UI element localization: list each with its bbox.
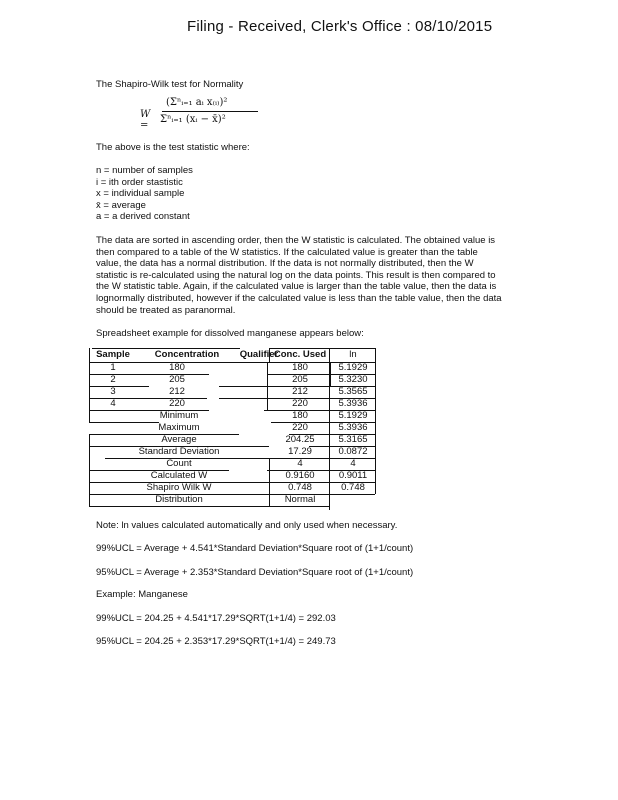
paragraph-line: statistic is re-calculated using the natural log on the data points. This result is then compared to (96, 269, 496, 281)
stat-label-calculated-w: Calculated W (150, 470, 208, 481)
section-title: The Shapiro-Wilk test for Normality (96, 79, 244, 90)
stat-used: 4 (297, 458, 303, 469)
table-rule (267, 362, 268, 410)
manganese-table (89, 348, 389, 510)
header-sample: Sample (96, 349, 130, 360)
stat-used: 220 (292, 422, 308, 433)
paragraph-line: The data are sorted in ascending order, then the W statistic is calculated. The obtained value is (96, 235, 496, 246)
sample-concentration: 180 (169, 362, 185, 373)
stat-label-shapiro-wilk-w: Shapiro Wilk W (146, 482, 212, 493)
stat-label-count: Count (166, 458, 192, 469)
ln-note: Note: ln values calculated automatically and only used when necessary. (96, 520, 398, 531)
sample-used: 212 (292, 386, 308, 397)
paragraph-line: value, the data has a normal distribution. If the data is not normally distributed, then the W (96, 258, 474, 270)
sample-concentration: 205 (169, 374, 185, 385)
sample-ln: 5.3565 (338, 386, 368, 397)
fraction-bar (162, 111, 258, 112)
definition-item: i = ith order stastistic (96, 176, 183, 188)
stat-ln: 0.9011 (338, 470, 368, 481)
header-ln: ln (349, 349, 357, 360)
paragraph-line: then compared to a table of the W statistics. If the calculated value is greater than the table (96, 246, 478, 258)
stat-used: 0.748 (288, 482, 312, 493)
sample-number: 3 (110, 386, 116, 397)
stat-label-distribution: Distribution (155, 494, 203, 505)
definition-item: a = a derived constant (96, 211, 190, 222)
ucl95-calculation: 95%UCL = 204.25 + 2.353*17.29*SQRT(1+1/4) = 249.73 (96, 636, 336, 647)
stat-used: 204.25 (285, 434, 315, 445)
paragraph-line: the W statistic table. Again, if the calculated value is larger than the table value, then the data is (96, 281, 497, 293)
stat-label-minimum: Minimum (159, 410, 199, 421)
definition-item: x = individual sample (96, 188, 185, 199)
formula-numerator: (Σⁿᵢ₌₁ aᵢ x₍ᵢ₎)² (166, 97, 228, 108)
header-concentration: Concentration (154, 349, 220, 360)
stat-label-average: Average (161, 434, 197, 445)
sample-used: 180 (292, 362, 308, 373)
stat-label-maximum: Maximum (158, 422, 200, 433)
paragraph-line: should be treated as paranormal. (96, 304, 236, 316)
header-qualifier: Qualifier (239, 349, 279, 360)
sample-ln: 5.3936 (338, 398, 368, 409)
stat-used: 180 (292, 410, 308, 421)
paragraph-line: lognormally distributed, however if the calculated value is less than the table value, then the data (96, 292, 502, 304)
spreadsheet-intro: Spreadsheet example for dissolved manganese appears below: (96, 328, 364, 339)
header-conc-used: Conc. Used (273, 349, 327, 360)
example-heading: Example: Manganese (96, 589, 188, 600)
definition-item: n = number of samples (96, 165, 193, 176)
stat-used: Normal (284, 494, 316, 505)
method-paragraph (96, 235, 536, 316)
stat-ln: 5.1929 (338, 410, 368, 421)
definition-item: x̄ = average (96, 199, 146, 211)
stat-label-std-dev: Standard Deviation (138, 446, 220, 457)
ucl95-formula: 95%UCL = Average + 2.353*Standard Deviation*Square root of (1+1/count) (96, 567, 414, 578)
table-rule (375, 348, 376, 494)
stat-used: 0.9160 (285, 470, 315, 481)
definitions-list (96, 165, 193, 223)
stat-ln: 0.748 (341, 482, 365, 493)
sample-number: 2 (110, 374, 116, 385)
stat-ln: 4 (350, 458, 356, 469)
statistic-intro: The above is the test statistic where: (96, 142, 250, 153)
sample-concentration: 212 (169, 386, 185, 397)
table-rule (269, 458, 270, 506)
formula-denominator: Σⁿᵢ₌₁ (xᵢ − x̄)² (160, 114, 226, 125)
stat-used: 17.29 (288, 446, 312, 457)
filing-stamp: Filing - Received, Clerk's Office : 08/10/2015 (187, 18, 493, 35)
stat-ln: 5.3936 (338, 422, 368, 433)
ucl99-formula: 99%UCL = Average + 4.541*Standard Deviation*Square root of (1+1/count) (96, 543, 414, 554)
formula-lhs: W = (140, 109, 151, 131)
sample-ln: 5.3230 (338, 374, 368, 385)
sample-number: 1 (110, 362, 116, 373)
ucl99-calculation: 99%UCL = 204.25 + 4.541*17.29*SQRT(1+1/4) = 292.03 (96, 613, 336, 624)
table-rule (89, 506, 329, 507)
table-rule (329, 348, 330, 510)
stat-ln: 0.0872 (338, 446, 368, 457)
sample-used: 220 (292, 398, 308, 409)
sample-ln: 5.1929 (338, 362, 368, 373)
sample-concentration: 220 (169, 398, 185, 409)
sample-used: 205 (292, 374, 308, 385)
stat-ln: 5.3165 (338, 434, 368, 445)
sample-number: 4 (110, 398, 116, 409)
